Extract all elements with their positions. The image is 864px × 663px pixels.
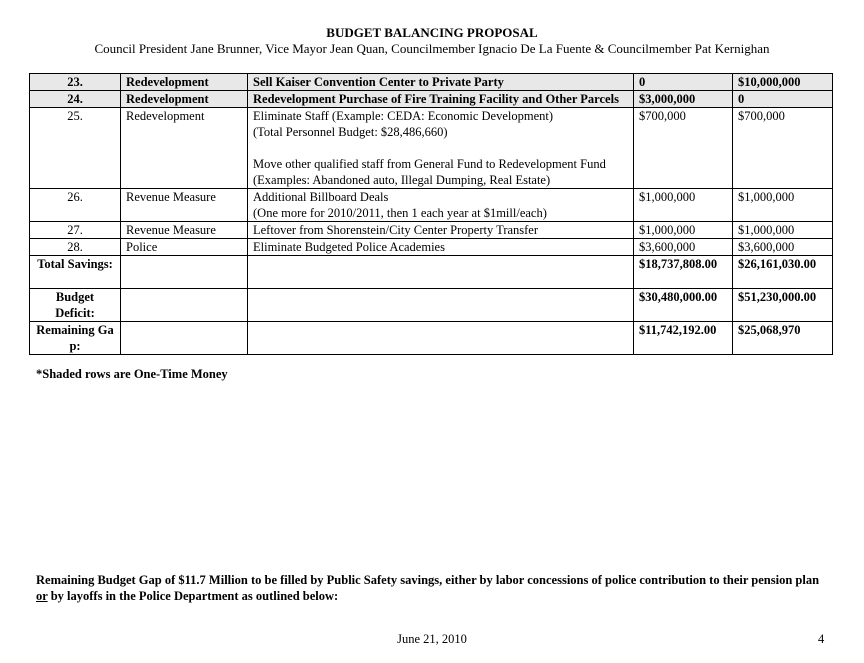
shading-note: *Shaded rows are One-Time Money (36, 367, 228, 381)
row-value-year2: $1,000,000 (733, 222, 833, 239)
row-description: Eliminate Budgeted Police Academies (248, 239, 634, 256)
row-value-year2: $700,000 (733, 108, 833, 189)
row-description: Eliminate Staff (Example: CEDA: Economic Development) (253, 109, 554, 123)
row-number: 25. (30, 108, 121, 189)
row-description-detail: (Total Personnel Budget: $28,486,660) (253, 125, 448, 139)
row-value-year2: 0 (733, 91, 833, 108)
row-description-cell (248, 189, 634, 222)
row-value-year1: $3,000,000 (634, 91, 733, 108)
footer-date: June 21, 2010 (397, 632, 467, 646)
row-value-year1: $1,000,000 (634, 222, 733, 239)
table-row (30, 222, 833, 239)
row-description-detail: (One more for 2010/2011, then 1 each year at $1mill/each) (253, 206, 547, 220)
row-number: 27. (30, 222, 121, 239)
table-row (30, 74, 833, 91)
row-value-year2: $1,000,000 (733, 189, 833, 222)
table-row (30, 108, 833, 189)
row-number: 26. (30, 189, 121, 222)
page-number: 4 (818, 632, 825, 646)
row-value-year1: 0 (634, 74, 733, 91)
statement-text-end: by layoffs in the Police Department as outlined below: (47, 589, 339, 603)
row-value-year1: $3,600,000 (634, 239, 733, 256)
totals-label: Total Savings: (30, 256, 121, 289)
totals-row (30, 289, 833, 322)
row-value-year2: $10,000,000 (733, 74, 833, 91)
row-value-year1: $700,000 (634, 108, 733, 189)
row-number: 28. (30, 239, 121, 256)
totals-row (30, 322, 833, 355)
row-number: 24. (30, 91, 121, 108)
row-category: Redevelopment (121, 74, 248, 91)
row-category: Police (121, 239, 248, 256)
table-row (30, 239, 833, 256)
row-category: Redevelopment (121, 108, 248, 189)
row-description: Sell Kaiser Convention Center to Private Party (248, 74, 634, 91)
totals-value-year2: $26,161,030.00 (733, 256, 833, 289)
row-number: 23. (30, 74, 121, 91)
budget-table (29, 73, 833, 355)
table-row (30, 189, 833, 222)
totals-value-year2: $25,068,970 (733, 322, 833, 355)
row-category: Redevelopment (121, 91, 248, 108)
remaining-gap-statement (36, 572, 826, 604)
row-value-year1: $1,000,000 (634, 189, 733, 222)
statement-emphasis: or (36, 589, 48, 603)
totals-value-year1: $30,480,000.00 (634, 289, 733, 322)
row-description: Additional Billboard Deals (253, 190, 389, 204)
row-description: Redevelopment Purchase of Fire Training Facility and Other Parcels (248, 91, 634, 108)
document-subtitle: Council President Jane Brunner, Vice Mayor Jean Quan, Councilmember Ignacio De La Fuente & Councilmember Pat Kernighan (94, 41, 770, 56)
row-description-cell (248, 108, 634, 189)
statement-text: Remaining Budget Gap of $11.7 Million to be filled by Public Safety savings, either by labor concessions of police contribution to their pension plan (36, 573, 820, 587)
totals-row (30, 256, 833, 289)
table-row (30, 91, 833, 108)
row-description-extra: Move other qualified staff from General Fund to Redevelopment Fund (Examples: Abandoned auto, Illegal Dumping, Real Estate) (253, 157, 606, 187)
totals-value-year1: $18,737,808.00 (634, 256, 733, 289)
totals-label: Budget Deficit: (30, 289, 121, 322)
totals-label: Remaining Gap: (30, 322, 121, 355)
row-description: Leftover from Shorenstein/City Center Property Transfer (248, 222, 634, 239)
row-value-year2: $3,600,000 (733, 239, 833, 256)
row-category: Revenue Measure (121, 222, 248, 239)
totals-value-year1: $11,742,192.00 (634, 322, 733, 355)
document-title: BUDGET BALANCING PROPOSAL (326, 25, 538, 40)
totals-value-year2: $51,230,000.00 (733, 289, 833, 322)
row-category: Revenue Measure (121, 189, 248, 222)
